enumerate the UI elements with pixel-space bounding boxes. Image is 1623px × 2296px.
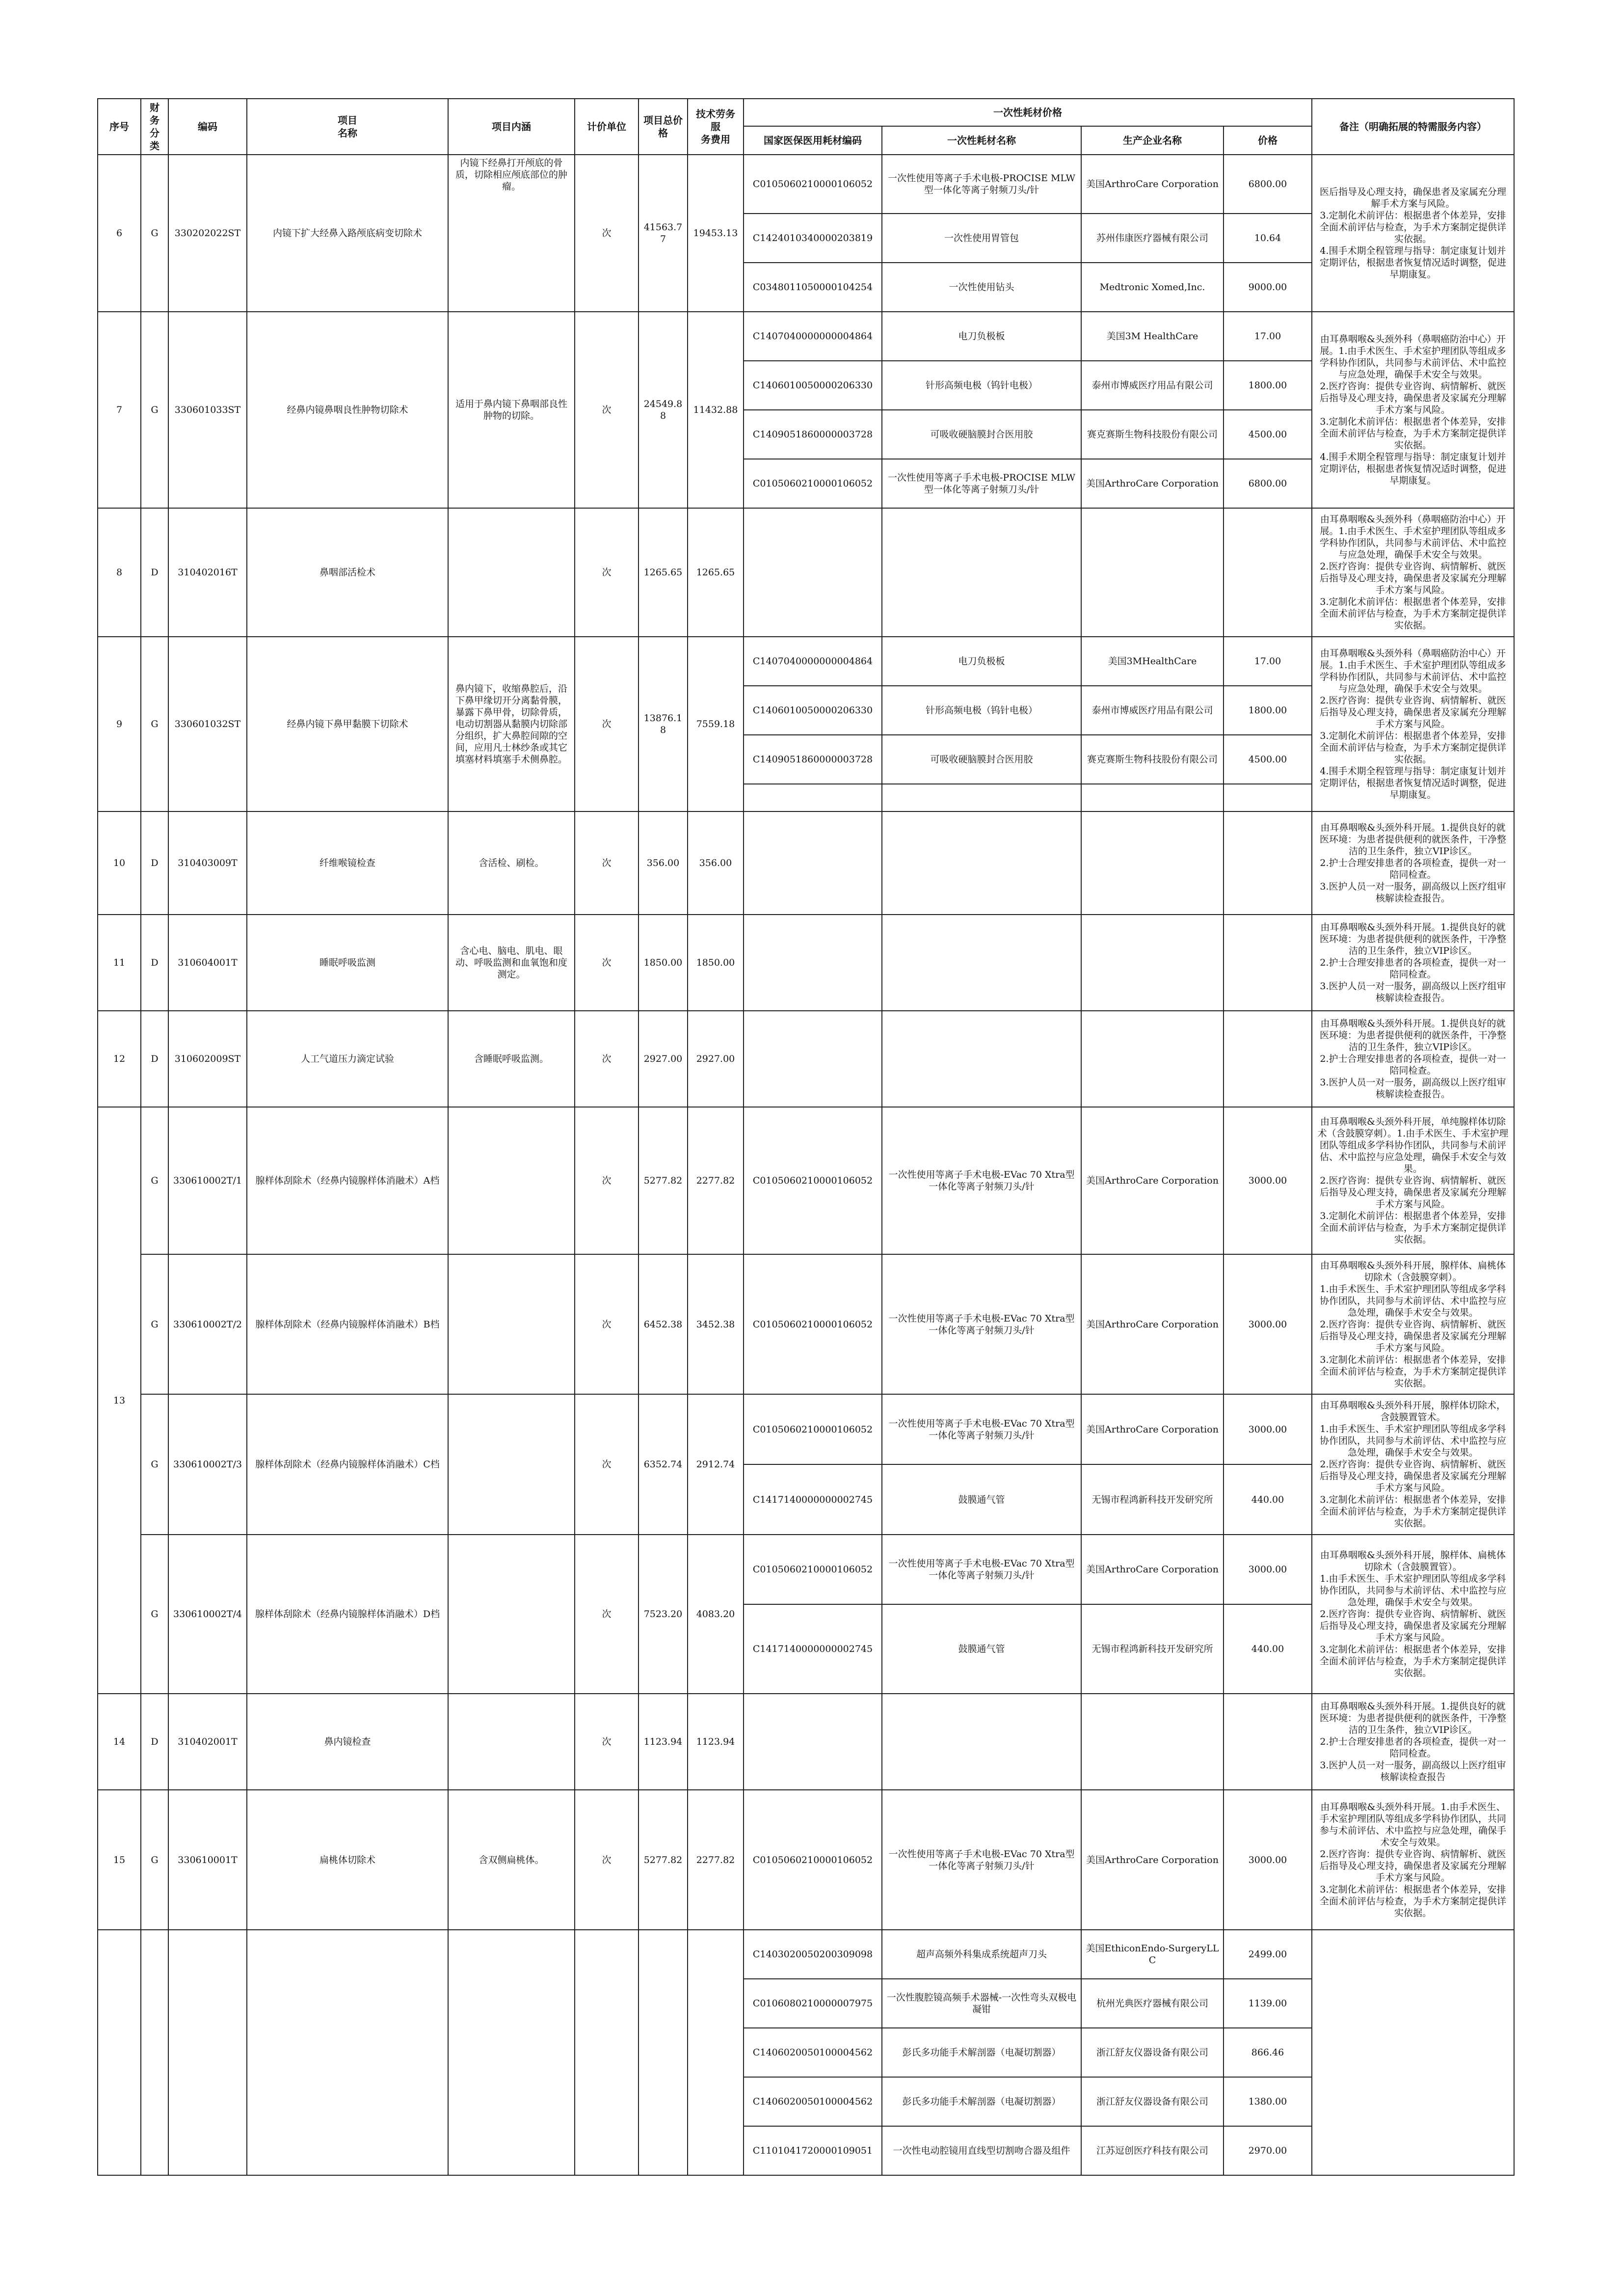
cell-content: 鼻内镜下，收缩鼻腔后，沿下鼻甲缘切开分离黏骨膜，暴露下鼻甲骨，切除骨质，电动切割器从黏膜内切除部分组织，扩大鼻腔间隙的空间，应用凡士林纱条或其它填塞材料填塞手术侧鼻腔。 bbox=[448, 637, 575, 811]
table-row bbox=[98, 508, 1514, 637]
header-note: 备注（明确拓展的特需服务内容） bbox=[1312, 99, 1514, 155]
cell-price: 2970.00 bbox=[1224, 2126, 1312, 2175]
header-price: 价格 bbox=[1224, 126, 1312, 155]
cell-note: 由耳鼻咽喉&头颈外科（鼻咽癌防治中心）开展。1.由手术医生、手术室护理团队等组成多学科协作团队，共同参与术前评估、术中监控与应急处理，确保手术安全与效果。 2.医疗咨询：提供专业咨询、病情解析、就医后指导及心理支持，确保患者及家属充分理解手术方案与风险。 3.定制化术前评估：根据患者个体差异，安排全面术前评估与检查，为手术方案制定提供详实依据。 4.围手术期全程管理与指导：制定康复计划并定期评估，根据患者恢复情况适时调整，促进早期康复。 bbox=[1312, 637, 1514, 811]
cell-total-price: 1123.94 bbox=[639, 1694, 688, 1790]
cell-service-fee: 7559.18 bbox=[688, 637, 744, 811]
cell-code: 330610002T/2 bbox=[168, 1254, 247, 1394]
cell-price: 440.00 bbox=[1224, 1464, 1312, 1535]
cell-service-fee: 356.00 bbox=[688, 811, 744, 915]
cell-code: 310402016T bbox=[168, 508, 247, 637]
table-row bbox=[98, 1011, 1514, 1107]
cell-unit bbox=[575, 1930, 639, 2175]
cell-content bbox=[448, 1107, 575, 1254]
cell-price: 866.46 bbox=[1224, 2028, 1312, 2077]
cell-seq: 12 bbox=[98, 1011, 141, 1107]
header-manufacturer: 生产企业名称 bbox=[1081, 126, 1224, 155]
cell-price: 6800.00 bbox=[1224, 155, 1312, 214]
cell-manufacturer: 浙江舒友仪器设备有限公司 bbox=[1081, 2028, 1224, 2077]
price-table bbox=[97, 98, 1515, 2176]
cell-service-fee bbox=[688, 1930, 744, 2175]
cell-material-name: 一次性使用等离子手术电极-EVac 70 Xtra型一体化等离子射频刀头/针 bbox=[882, 1107, 1081, 1254]
cell-unit: 次 bbox=[575, 915, 639, 1011]
cell-manufacturer: 浙江舒友仪器设备有限公司 bbox=[1081, 2077, 1224, 2126]
cell-code: 310403009T bbox=[168, 811, 247, 915]
cell-material-name bbox=[882, 1011, 1081, 1107]
cell-manufacturer: 杭州光典医疗器械有限公司 bbox=[1081, 1979, 1224, 2028]
cell-item-name: 睡眠呼吸监测 bbox=[247, 915, 448, 1011]
cell-material-code: C0348011050000104254 bbox=[744, 263, 882, 312]
cell-material-name: 可吸收硬脑膜封合医用胶 bbox=[882, 410, 1081, 459]
cell-price: 1139.00 bbox=[1224, 1979, 1312, 2028]
cell-material-name: 超声高频外科集成系统超声刀头 bbox=[882, 1930, 1081, 1979]
cell-seq: 10 bbox=[98, 811, 141, 915]
cell-content bbox=[448, 1535, 575, 1694]
cell-price: 3000.00 bbox=[1224, 1394, 1312, 1464]
cell-seq: 13 bbox=[98, 1107, 141, 1694]
cell-service-fee: 4083.20 bbox=[688, 1535, 744, 1694]
cell-item-name: 腺样体刮除术（经鼻内镜腺样体消融术）C档 bbox=[247, 1394, 448, 1535]
cell-code: 310402001T bbox=[168, 1694, 247, 1790]
header-total-price: 项目总价 格 bbox=[639, 99, 688, 155]
cell-material-code: C0105060210000106052 bbox=[744, 1254, 882, 1394]
cell-price: 3000.00 bbox=[1224, 1107, 1312, 1254]
cell-material-code: C1403020050200309098 bbox=[744, 1930, 882, 1979]
header-service-fee: 技术劳务服 务费用 bbox=[688, 99, 744, 155]
table-row bbox=[98, 811, 1514, 915]
cell-note: 由耳鼻咽喉&头颈外科开展。1.提供良好的就医环境：为患者提供便利的就医条件，干净整洁的卫生条件，独立VIP诊区。 2.护士合理安排患者的各项检查，提供一对一陪同检查。 3.医护人员一对一服务，副高级以上医疗组审核解读检查报告。 bbox=[1312, 1011, 1514, 1107]
cell-unit: 次 bbox=[575, 1107, 639, 1254]
cell-item-name: 纤维喉镜检查 bbox=[247, 811, 448, 915]
cell-material-name: 一次性使用钻头 bbox=[882, 263, 1081, 312]
table-row bbox=[98, 1535, 1514, 1604]
cell-finance-category: G bbox=[141, 155, 168, 312]
cell-material-code: C1409051860000003728 bbox=[744, 735, 882, 784]
cell-price: 2499.00 bbox=[1224, 1930, 1312, 1979]
cell-price: 4500.00 bbox=[1224, 410, 1312, 459]
header-material-code: 国家医保医用耗材编码 bbox=[744, 126, 882, 155]
cell-manufacturer: 美国ArthroCare Corporation bbox=[1081, 1394, 1224, 1464]
cell-material-code: C0105060210000106052 bbox=[744, 1535, 882, 1604]
cell-material-name bbox=[882, 915, 1081, 1011]
cell-material-name: 一次性腹腔镜高频手术器械-一次性弯头双极电凝钳 bbox=[882, 1979, 1081, 2028]
cell-item-name bbox=[247, 1930, 448, 2175]
cell-material-name: 一次性使用等离子手术电极-EVac 70 Xtra型一体化等离子射频刀头/针 bbox=[882, 1535, 1081, 1604]
cell-material-name: 电刀负极板 bbox=[882, 312, 1081, 361]
cell-service-fee: 1265.65 bbox=[688, 508, 744, 637]
cell-material-code: C1406010050000206330 bbox=[744, 686, 882, 735]
cell-material-name: 一次性使用胃管包 bbox=[882, 214, 1081, 263]
cell-manufacturer bbox=[1081, 1011, 1224, 1107]
cell-service-fee: 11432.88 bbox=[688, 312, 744, 508]
cell-manufacturer: 美国3M HealthCare bbox=[1081, 312, 1224, 361]
cell-unit: 次 bbox=[575, 1535, 639, 1694]
cell-material-code: C0105060210000106052 bbox=[744, 1107, 882, 1254]
header-seq: 序号 bbox=[98, 99, 141, 155]
price-table-sheet bbox=[97, 98, 1514, 2176]
cell-price bbox=[1224, 508, 1312, 637]
table-row bbox=[98, 1930, 1514, 1979]
cell-material-code: C1424010340000203819 bbox=[744, 214, 882, 263]
cell-manufacturer: 泰州市博威医疗用品有限公司 bbox=[1081, 361, 1224, 410]
cell-material-name bbox=[882, 508, 1081, 637]
cell-note: 由耳鼻咽喉&头颈外科开展，腺样体切除术，含鼓膜置管术。 1.由手术医生、手术室护理团队等组成多学科协作团队，共同参与术前评估、术中监控与应急处理，确保手术安全与效果。 2.医疗咨询：提供专业咨询、病情解析、就医后指导及心理支持，确保患者及家属充分理解手术方案与风险。 3.定制化术前评估：根据患者个体差异，安排全面术前评估与检查，为手术方案制定提供详实依据。 bbox=[1312, 1394, 1514, 1535]
cell-seq: 14 bbox=[98, 1694, 141, 1790]
cell-finance-category: G bbox=[141, 637, 168, 811]
cell-price bbox=[1224, 1694, 1312, 1790]
cell-code bbox=[168, 1930, 247, 2175]
cell-finance-category bbox=[141, 1930, 168, 2175]
cell-note: 由耳鼻咽喉&头颈外科开展。1.由手术医生、手术室护理团队等组成多学科协作团队，共同参与术前评估、术中监控与应急处理，确保手术安全与效果。 2.医疗咨询：提供专业咨询、病情解析、就医后指导及心理支持，确保患者及家属充分理解手术方案与风险。 3.定制化术前评估：根据患者个体差异，安排全面术前评估与检查，为手术方案制定提供详实依据。 bbox=[1312, 1790, 1514, 1930]
cell-item-name: 经鼻内镜鼻咽良性肿物切除术 bbox=[247, 312, 448, 508]
cell-material-name: 一次性使用等离子手术电极-EVac 70 Xtra型一体化等离子射频刀头/针 bbox=[882, 1790, 1081, 1930]
cell-price: 10.64 bbox=[1224, 214, 1312, 263]
cell-material-code bbox=[744, 1694, 882, 1790]
cell-code: 330610002T/4 bbox=[168, 1535, 247, 1694]
cell-seq: 8 bbox=[98, 508, 141, 637]
cell-finance-category: G bbox=[141, 1790, 168, 1930]
cell-material-code: C1417140000000002745 bbox=[744, 1464, 882, 1535]
cell-manufacturer bbox=[1081, 1694, 1224, 1790]
cell-total-price: 2927.00 bbox=[639, 1011, 688, 1107]
cell-content: 含活检、刷检。 bbox=[448, 811, 575, 915]
cell-material-name: 一次性使用等离子手术电极-PROCISE MLW型一体化等离子射频刀头/针 bbox=[882, 459, 1081, 508]
cell-total-price: 7523.20 bbox=[639, 1535, 688, 1694]
cell-material-name: 鼓膜通气管 bbox=[882, 1464, 1081, 1535]
cell-material-name bbox=[882, 784, 1081, 811]
cell-content bbox=[448, 1254, 575, 1394]
cell-item-name: 人工气道压力滴定试验 bbox=[247, 1011, 448, 1107]
cell-price: 17.00 bbox=[1224, 312, 1312, 361]
cell-material-code: C0105060210000106052 bbox=[744, 155, 882, 214]
table-row bbox=[98, 1254, 1514, 1394]
cell-note: 由耳鼻咽喉&头颈外科开展。1.提供良好的就医环境：为患者提供便利的就医条件，干净整洁的卫生条件，独立VIP诊区。 2.护士合理安排患者的各项检查，提供一对一陪同检查。 3.医护人员一对一服务，副高级以上医疗组审核解读检查报告。 bbox=[1312, 915, 1514, 1011]
cell-service-fee: 2277.82 bbox=[688, 1107, 744, 1254]
cell-note: 医后指导及心理支持，确保患者及家属充分理解手术方案与风险。 3.定制化术前评估：根据患者个体差异，安排全面术前评估与检查，为手术方案制定提供详实依据。 4.围手术期全程管理与指导：制定康复计划并定期评估，根据患者恢复情况适时调整，促进早期康复。 bbox=[1312, 155, 1514, 312]
header-content: 项目内涵 bbox=[448, 99, 575, 155]
cell-item-name: 腺样体刮除术（经鼻内镜腺样体消融术）D档 bbox=[247, 1535, 448, 1694]
cell-manufacturer: 美国ArthroCare Corporation bbox=[1081, 459, 1224, 508]
cell-item-name: 鼻内镜检查 bbox=[247, 1694, 448, 1790]
cell-price bbox=[1224, 811, 1312, 915]
cell-note: 由耳鼻咽喉&头颈外科（鼻咽癌防治中心）开展。1.由手术医生、手术室护理团队等组成多学科协作团队，共同参与术前评估、术中监控与应急处理，确保手术安全与效果。 2.医疗咨询：提供专业咨询、病情解析、就医后指导及心理支持，确保患者及家属充分理解手术方案与风险。 3.定制化术前评估：根据患者个体差异，安排全面术前评估与检查，为手术方案制定提供详实依据。 4.围手术期全程管理与指导：制定康复计划并定期评估，根据患者恢复情况适时调整，促进早期康复。 bbox=[1312, 312, 1514, 508]
cell-total-price: 5277.82 bbox=[639, 1107, 688, 1254]
cell-seq: 9 bbox=[98, 637, 141, 811]
cell-material-code: C1409051860000003728 bbox=[744, 410, 882, 459]
cell-price: 1380.00 bbox=[1224, 2077, 1312, 2126]
cell-service-fee: 3452.38 bbox=[688, 1254, 744, 1394]
cell-finance-category: D bbox=[141, 1011, 168, 1107]
cell-seq: 6 bbox=[98, 155, 141, 312]
cell-material-code bbox=[744, 784, 882, 811]
table-row bbox=[98, 637, 1514, 686]
table-row bbox=[98, 1107, 1514, 1254]
cell-price: 3000.00 bbox=[1224, 1535, 1312, 1604]
cell-total-price: 41563.77 bbox=[639, 155, 688, 312]
cell-content: 含睡眠呼吸监测。 bbox=[448, 1011, 575, 1107]
cell-total-price: 13876.18 bbox=[639, 637, 688, 811]
cell-material-code: C0106080210000007975 bbox=[744, 1979, 882, 2028]
cell-content: 适用于鼻内镜下鼻咽部良性肿物的切除。 bbox=[448, 312, 575, 508]
cell-item-name: 扁桃体切除术 bbox=[247, 1790, 448, 1930]
cell-finance-category: D bbox=[141, 508, 168, 637]
cell-seq: 7 bbox=[98, 312, 141, 508]
cell-manufacturer: 美国EthiconEndo-SurgeryLLC bbox=[1081, 1930, 1224, 1979]
cell-price: 6800.00 bbox=[1224, 459, 1312, 508]
cell-seq: 11 bbox=[98, 915, 141, 1011]
cell-material-code: C0105060210000106052 bbox=[744, 1790, 882, 1930]
cell-item-name: 鼻咽部活检术 bbox=[247, 508, 448, 637]
cell-price: 9000.00 bbox=[1224, 263, 1312, 312]
cell-material-name: 一次性使用等离子手术电极-EVac 70 Xtra型一体化等离子射频刀头/针 bbox=[882, 1394, 1081, 1464]
cell-unit: 次 bbox=[575, 312, 639, 508]
cell-manufacturer: 泰州市博威医疗用品有限公司 bbox=[1081, 686, 1224, 735]
cell-note: 由耳鼻咽喉&头颈外科开展，腺样体、扁桃体切除术（含鼓膜置管）。 1.由手术医生、手术室护理团队等组成多学科协作团队，共同参与术前评估、术中监控与应急处理，确保手术安全与效果。 2.医疗咨询：提供专业咨询、病情解析、就医后指导及心理支持，确保患者及家属充分理解手术方案与风险。 3.定制化术前评估：根据患者个体差异，安排全面术前评估与检查，为手术方案制定提供详实依据。 bbox=[1312, 1535, 1514, 1694]
header-unit: 计价单位 bbox=[575, 99, 639, 155]
cell-material-code: C1406020050100004562 bbox=[744, 2077, 882, 2126]
cell-total-price: 1850.00 bbox=[639, 915, 688, 1011]
cell-code: 330202022ST bbox=[168, 155, 247, 312]
cell-price bbox=[1224, 915, 1312, 1011]
cell-manufacturer bbox=[1081, 811, 1224, 915]
cell-service-fee: 1850.00 bbox=[688, 915, 744, 1011]
cell-unit: 次 bbox=[575, 637, 639, 811]
cell-finance-category: G bbox=[141, 1107, 168, 1254]
cell-material-code: C1417140000000002745 bbox=[744, 1604, 882, 1694]
header-code: 编码 bbox=[168, 99, 247, 155]
cell-manufacturer bbox=[1081, 784, 1224, 811]
cell-note bbox=[1312, 1930, 1514, 2175]
cell-material-code: C1407040000000004864 bbox=[744, 312, 882, 361]
cell-material-name: 电刀负极板 bbox=[882, 637, 1081, 686]
cell-price bbox=[1224, 784, 1312, 811]
header-finance-category: 财务 分类 bbox=[141, 99, 168, 155]
cell-manufacturer: 无锡市程鸿新科技开发研究所 bbox=[1081, 1604, 1224, 1694]
cell-service-fee: 1123.94 bbox=[688, 1694, 744, 1790]
cell-code: 330610002T/3 bbox=[168, 1394, 247, 1535]
cell-material-name: 针形高频电极（钨针电极） bbox=[882, 686, 1081, 735]
cell-note: 由耳鼻咽喉&头颈外科开展，单纯腺样体切除术（含鼓膜穿刺）。1.由手术医生、手术室护理团队等组成多学科协作团队，共同参与术前评估、术中监控与应急处理，确保手术安全与效果。 2.医疗咨询：提供专业咨询、病情解析、就医后指导及心理支持，确保患者及家属充分理解手术方案与风险。 3.定制化术前评估：根据患者个体差异，安排全面术前评估与检查，为手术方案制定提供详实依据。 bbox=[1312, 1107, 1514, 1254]
cell-price: 3000.00 bbox=[1224, 1254, 1312, 1394]
header-consumable-group: 一次性耗材价格 bbox=[744, 99, 1312, 126]
cell-code: 310604001T bbox=[168, 915, 247, 1011]
cell-finance-category: D bbox=[141, 1694, 168, 1790]
cell-material-name: 一次性使用等离子手术电极-EVac 70 Xtra型一体化等离子射频刀头/针 bbox=[882, 1254, 1081, 1394]
cell-seq: 15 bbox=[98, 1790, 141, 1930]
cell-unit: 次 bbox=[575, 1790, 639, 1930]
cell-service-fee: 2277.82 bbox=[688, 1790, 744, 1930]
cell-manufacturer: 江苏逗创医疗科技有限公司 bbox=[1081, 2126, 1224, 2175]
cell-manufacturer: Medtronic Xomed,Inc. bbox=[1081, 263, 1224, 312]
cell-service-fee: 2912.74 bbox=[688, 1394, 744, 1535]
cell-total-price bbox=[639, 1930, 688, 2175]
table-row bbox=[98, 1394, 1514, 1464]
cell-note: 由耳鼻咽喉&头颈外科开展，腺样体、扁桃体切除术（含鼓膜穿刺）。 1.由手术医生、手术室护理团队等组成多学科协作团队，共同参与术前评估、术中监控与应急处理，确保手术安全与效果。 2.医疗咨询：提供专业咨询、病情解析、就医后指导及心理支持，确保患者及家属充分理解手术方案与风险。 3.定制化术前评估：根据患者个体差异，安排全面术前评估与检查，为手术方案制定提供详实依据。 bbox=[1312, 1254, 1514, 1394]
cell-total-price: 1265.65 bbox=[639, 508, 688, 637]
table-row bbox=[98, 1790, 1514, 1930]
cell-manufacturer: 苏州伟康医疗器械有限公司 bbox=[1081, 214, 1224, 263]
cell-manufacturer: 美国ArthroCare Corporation bbox=[1081, 1535, 1224, 1604]
cell-manufacturer: 美国ArthroCare Corporation bbox=[1081, 155, 1224, 214]
cell-code: 330601032ST bbox=[168, 637, 247, 811]
cell-content bbox=[448, 1394, 575, 1535]
cell-unit: 次 bbox=[575, 811, 639, 915]
cell-manufacturer: 美国ArthroCare Corporation bbox=[1081, 1107, 1224, 1254]
cell-price: 440.00 bbox=[1224, 1604, 1312, 1694]
cell-note: 由耳鼻咽喉&头颈外科开展。1.提供良好的就医环境：为患者提供便利的就医条件，干净整洁的卫生条件，独立VIP诊区。 2.护士合理安排患者的各项检查，提供一对一陪同检查。 3.医护人员一对一服务，副高级以上医疗组审核解读检查报告。 bbox=[1312, 811, 1514, 915]
cell-manufacturer bbox=[1081, 915, 1224, 1011]
cell-service-fee: 19453.13 bbox=[688, 155, 744, 312]
cell-material-code bbox=[744, 811, 882, 915]
cell-material-name bbox=[882, 1694, 1081, 1790]
cell-manufacturer: 赛克赛斯生物科技股份有限公司 bbox=[1081, 735, 1224, 784]
cell-note: 由耳鼻咽喉&头颈外科（鼻咽癌防治中心）开展。1.由手术医生、手术室护理团队等组成多学科协作团队，共同参与术前评估、术中监控与应急处理，确保手术安全与效果。 2.医疗咨询：提供专业咨询、病情解析、就医后指导及心理支持，确保患者及家属充分理解手术方案与风险。 3.定制化术前评估：根据患者个体差异，安排全面术前评估与检查，为手术方案制定提供详实依据。 bbox=[1312, 508, 1514, 637]
cell-code: 330610001T bbox=[168, 1790, 247, 1930]
cell-total-price: 6452.38 bbox=[639, 1254, 688, 1394]
cell-finance-category: G bbox=[141, 1394, 168, 1535]
cell-material-name: 一次性使用等离子手术电极-PROCISE MLW型一体化等离子射频刀头/针 bbox=[882, 155, 1081, 214]
table-row bbox=[98, 312, 1514, 361]
cell-content bbox=[448, 508, 575, 637]
table-row bbox=[98, 155, 1514, 214]
cell-material-code: C1407040000000004864 bbox=[744, 637, 882, 686]
cell-material-code bbox=[744, 508, 882, 637]
cell-unit: 次 bbox=[575, 1694, 639, 1790]
cell-material-code: C1406020050100004562 bbox=[744, 2028, 882, 2077]
cell-manufacturer: 无锡市程鸿新科技开发研究所 bbox=[1081, 1464, 1224, 1535]
cell-note: 由耳鼻咽喉&头颈外科开展。1.提供良好的就医环境：为患者提供便利的就医条件，干净整洁的卫生条件，独立VIP诊区。 2.护士合理安排患者的各项检查，提供一对一陪同检查。 3.医护人员一对一服务，副高级以上医疗组审核解读检查报告 bbox=[1312, 1694, 1514, 1790]
cell-price: 4500.00 bbox=[1224, 735, 1312, 784]
cell-price: 1800.00 bbox=[1224, 686, 1312, 735]
cell-material-code bbox=[744, 915, 882, 1011]
cell-code: 310602009ST bbox=[168, 1011, 247, 1107]
cell-manufacturer: 美国ArthroCare Corporation bbox=[1081, 1254, 1224, 1394]
cell-content: 内镜下经鼻打开颅底的骨质，切除相应颅底部位的肿瘤。 bbox=[448, 155, 575, 312]
cell-finance-category: D bbox=[141, 915, 168, 1011]
cell-material-code: C1101041720000109051 bbox=[744, 2126, 882, 2175]
cell-unit: 次 bbox=[575, 1254, 639, 1394]
cell-service-fee: 2927.00 bbox=[688, 1011, 744, 1107]
cell-total-price: 5277.82 bbox=[639, 1790, 688, 1930]
cell-finance-category: D bbox=[141, 811, 168, 915]
cell-content bbox=[448, 1694, 575, 1790]
cell-finance-category: G bbox=[141, 1535, 168, 1694]
cell-item-name: 经鼻内镜下鼻甲黏膜下切除术 bbox=[247, 637, 448, 811]
cell-material-name: 可吸收硬脑膜封合医用胶 bbox=[882, 735, 1081, 784]
cell-material-name bbox=[882, 811, 1081, 915]
header-item-name: 项目 名称 bbox=[247, 99, 448, 155]
cell-total-price: 24549.88 bbox=[639, 312, 688, 508]
cell-manufacturer bbox=[1081, 508, 1224, 637]
cell-manufacturer: 美国ArthroCare Corporation bbox=[1081, 1790, 1224, 1930]
cell-finance-category: G bbox=[141, 1254, 168, 1394]
cell-item-name: 腺样体刮除术（经鼻内镜腺样体消融术）B档 bbox=[247, 1254, 448, 1394]
cell-unit: 次 bbox=[575, 1011, 639, 1107]
cell-material-name: 一次性电动腔镜用直线型切割吻合器及组件 bbox=[882, 2126, 1081, 2175]
cell-price: 1800.00 bbox=[1224, 361, 1312, 410]
cell-material-name: 彭氏多功能手术解剖器（电凝切割器） bbox=[882, 2028, 1081, 2077]
cell-finance-category: G bbox=[141, 312, 168, 508]
cell-item-name: 内镜下扩大经鼻入路颅底病变切除术 bbox=[247, 155, 448, 312]
cell-code: 330601033ST bbox=[168, 312, 247, 508]
cell-code: 330610002T/1 bbox=[168, 1107, 247, 1254]
cell-material-code: C1406010050000206330 bbox=[744, 361, 882, 410]
cell-total-price: 6352.74 bbox=[639, 1394, 688, 1535]
cell-price: 17.00 bbox=[1224, 637, 1312, 686]
cell-manufacturer: 赛克赛斯生物科技股份有限公司 bbox=[1081, 410, 1224, 459]
table-row bbox=[98, 1694, 1514, 1790]
cell-manufacturer: 美国3MHealthCare bbox=[1081, 637, 1224, 686]
cell-content bbox=[448, 1930, 575, 2175]
cell-material-code bbox=[744, 1011, 882, 1107]
cell-content: 含双侧扁桃体。 bbox=[448, 1790, 575, 1930]
cell-material-code: C0105060210000106052 bbox=[744, 1394, 882, 1464]
cell-unit: 次 bbox=[575, 508, 639, 637]
cell-unit: 次 bbox=[575, 155, 639, 312]
header-material-name: 一次性耗材名称 bbox=[882, 126, 1081, 155]
cell-content: 含心电、脑电、肌电、眼动、呼吸监测和血氧饱和度测定。 bbox=[448, 915, 575, 1011]
cell-material-code: C0105060210000106052 bbox=[744, 459, 882, 508]
cell-unit: 次 bbox=[575, 1394, 639, 1535]
cell-seq bbox=[98, 1930, 141, 2175]
cell-material-name: 鼓膜通气管 bbox=[882, 1604, 1081, 1694]
cell-material-name: 针形高频电极（钨针电极） bbox=[882, 361, 1081, 410]
cell-material-name: 彭氏多功能手术解剖器（电凝切割器） bbox=[882, 2077, 1081, 2126]
table-row bbox=[98, 915, 1514, 1011]
cell-total-price: 356.00 bbox=[639, 811, 688, 915]
cell-item-name: 腺样体刮除术（经鼻内镜腺样体消融术）A档 bbox=[247, 1107, 448, 1254]
cell-price bbox=[1224, 1011, 1312, 1107]
cell-price: 3000.00 bbox=[1224, 1790, 1312, 1930]
